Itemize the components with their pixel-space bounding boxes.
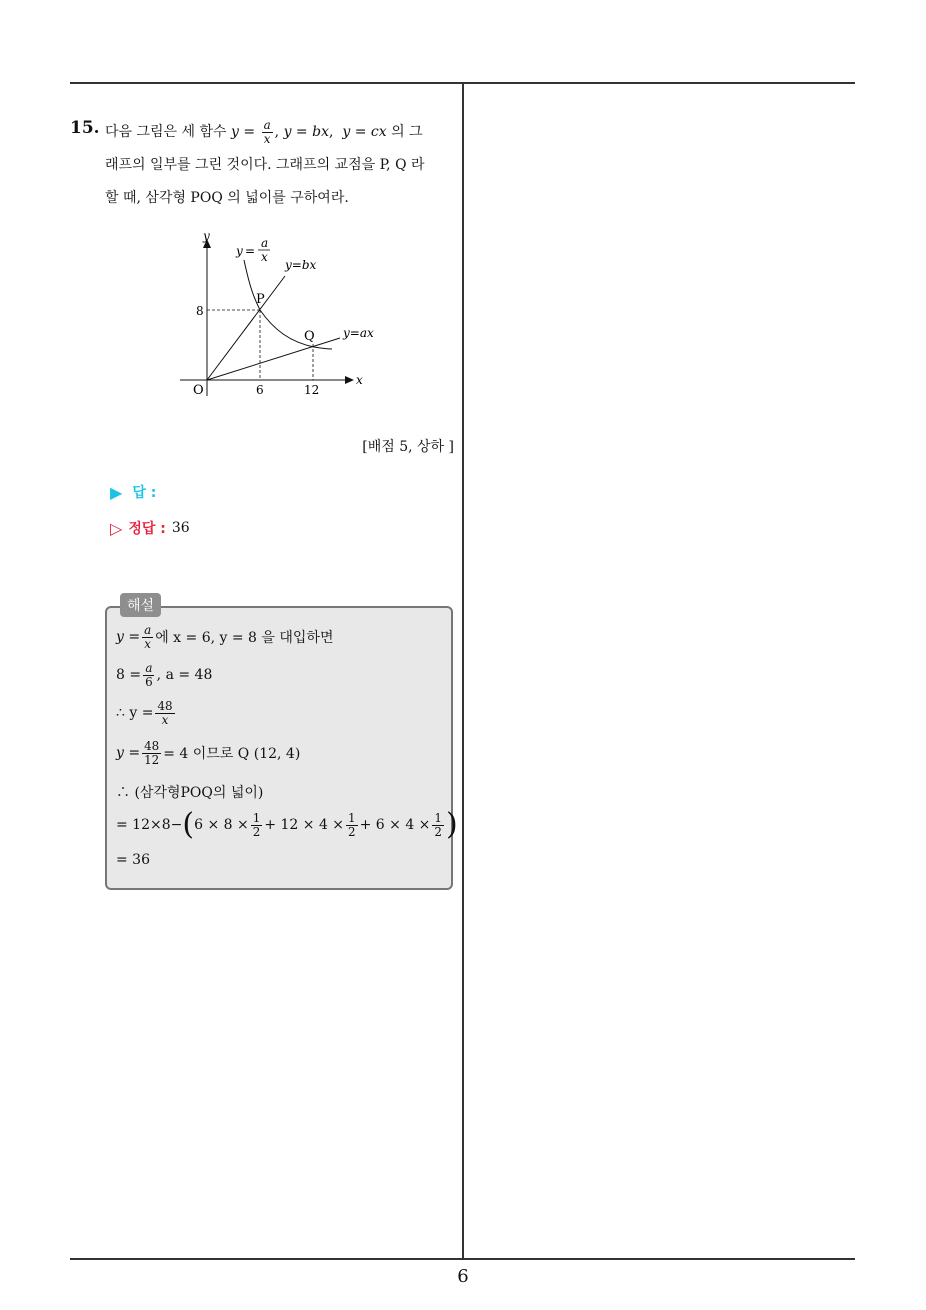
filled-triangle-icon: ▶ — [110, 482, 123, 502]
column-divider — [462, 82, 464, 1259]
explanation-line-2: 8 = $\frac{a}{6}$ , a = 48 — [116, 661, 213, 689]
solution-row — [110, 518, 190, 538]
question-number: 15. — [70, 118, 100, 138]
origin-label: O — [193, 383, 204, 398]
tick-label-y8: 8 — [196, 304, 204, 318]
points-label: [배점 5, 상하 ] — [362, 439, 454, 455]
tick-label-x12: 12 — [304, 383, 320, 397]
outline-triangle-icon: ▷ — [110, 518, 123, 538]
answer-label: 답 : — [132, 485, 157, 501]
fraction-a-over-x: $\frac{a}{x}$ — [263, 118, 271, 146]
question-text — [105, 116, 457, 215]
tick-label-x6: 6 — [256, 383, 264, 397]
answer-row[interactable] — [110, 482, 156, 502]
line-bx-label: y=bx — [285, 258, 317, 272]
function-graph — [170, 226, 390, 406]
explanation-title: 해설 — [120, 593, 161, 617]
explanation-line-6: = 12×8− ( 6 × 8 × $\frac{1}{2}$ + 12 × 4 × $\frac{1}{2}$ + 6 × 4 × $\frac{1}{2}$ ) — [116, 807, 458, 842]
svg-text:=: = — [245, 244, 256, 258]
page-number: 6 — [457, 1266, 469, 1287]
y-axis — [203, 239, 211, 396]
curve-label-y: y — [236, 244, 243, 258]
point-q-label: Q — [304, 329, 315, 344]
curve-label-den: x — [261, 250, 268, 264]
question-line-1: 다음 그림은 세 함수 y = $\frac{a}{x}$ , y = bx, y = cx 의 그 — [105, 118, 423, 146]
question-line-3: 할 때, 삼각형 POQ 의 넓이를 구하여라. — [105, 190, 349, 206]
solution-value: 36 — [171, 520, 190, 536]
explanation-line-1: y = $\frac{a}{x}$ 에 x = 6, y = 8 을 대입하면 — [116, 623, 334, 651]
explanation-line-7: = 36 — [116, 852, 150, 868]
line-ax-label: y=ax — [343, 326, 374, 340]
explanation-line-5: ∴ (삼각형POQ의 넓이) — [116, 785, 264, 801]
x-axis — [180, 376, 354, 384]
solution-label: 정답 : — [128, 521, 166, 537]
x-axis-label: x — [356, 373, 363, 387]
y-axis-label: y — [203, 229, 210, 243]
explanation-line-4: y = $\frac{48}{12}$ = 4 이므로 Q (12, 4) — [116, 739, 301, 767]
line-ax — [207, 338, 340, 380]
question-line-2: 래프의 일부를 그린 것이다. 그래프의 교점을 P, Q 라 — [105, 157, 425, 173]
line-bx — [207, 276, 285, 380]
explanation-line-3: ∴ y = $\frac{48}{x}$ — [116, 699, 173, 727]
curve-label-num: a — [261, 236, 269, 250]
point-p-label: P — [256, 292, 265, 307]
